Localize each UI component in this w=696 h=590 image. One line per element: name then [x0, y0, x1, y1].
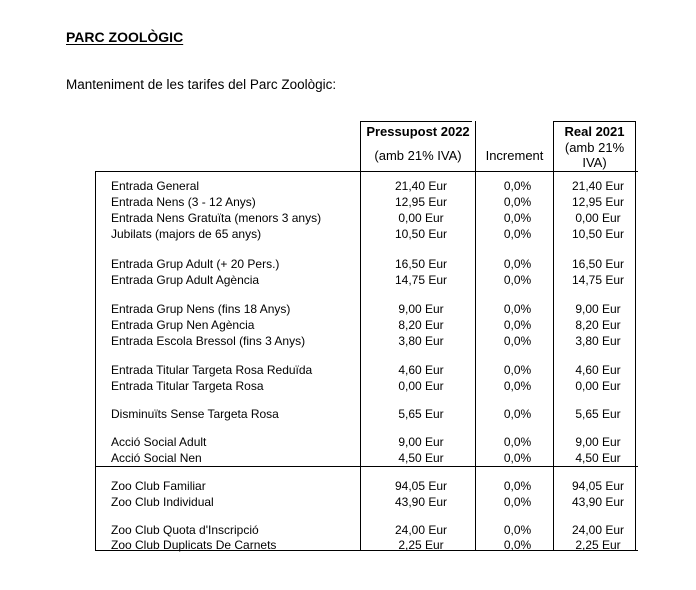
row-budget: 9,00 Eur	[398, 302, 444, 316]
row-increment: 0,0%	[503, 273, 532, 287]
header-budget-line2: (amb 21% IVA)	[374, 148, 462, 163]
header-bottom-rule	[95, 171, 638, 172]
header-increment: Increment	[485, 148, 544, 163]
row-budget: 14,75 Eur	[394, 273, 448, 287]
row-label: Entrada Grup Nens (fins 18 Anys)	[111, 302, 291, 316]
section-rule	[95, 466, 638, 467]
row-budget: 2,25 Eur	[398, 538, 444, 552]
row-budget: 24,00 Eur	[394, 523, 448, 537]
row-increment: 0,0%	[503, 407, 532, 421]
row-increment: 0,0%	[503, 302, 532, 316]
row-budget: 4,50 Eur	[398, 451, 444, 465]
row-increment: 0,0%	[503, 363, 532, 377]
row-label: Acció Social Nen	[111, 451, 202, 465]
row-real: 8,20 Eur	[575, 318, 621, 332]
row-increment: 0,0%	[503, 211, 532, 225]
row-increment: 0,0%	[503, 179, 532, 193]
row-label: Entrada Grup Adult Agència	[111, 273, 260, 287]
row-budget: 16,50 Eur	[394, 257, 448, 271]
row-label: Entrada Nens Gratuïta (menors 3 anys)	[111, 211, 322, 225]
row-increment: 0,0%	[503, 195, 532, 209]
tariff-table	[95, 121, 638, 551]
row-real: 94,05 Eur	[571, 479, 625, 493]
row-budget: 9,00 Eur	[398, 435, 444, 449]
row-label: Entrada General	[111, 179, 200, 193]
header-real-line2: (amb 21%	[564, 140, 625, 155]
row-budget: 3,80 Eur	[398, 334, 444, 348]
row-label: Jubilats (majors de 65 anys)	[111, 227, 262, 241]
row-increment: 0,0%	[503, 257, 532, 271]
row-increment: 0,0%	[503, 495, 532, 509]
row-increment: 0,0%	[503, 318, 532, 332]
row-increment: 0,0%	[503, 479, 532, 493]
row-label: Zoo Club Familiar	[111, 479, 206, 493]
row-real: 3,80 Eur	[575, 334, 621, 348]
row-label: Zoo Club Quota d'Inscripció	[111, 523, 259, 537]
row-increment: 0,0%	[503, 451, 532, 465]
row-real: 24,00 Eur	[571, 523, 625, 537]
row-increment: 0,0%	[503, 379, 532, 393]
row-real: 5,65 Eur	[575, 407, 621, 421]
row-real: 0,00 Eur	[575, 379, 621, 393]
row-increment: 0,0%	[503, 523, 532, 537]
row-label: Zoo Club Duplicats De Carnets	[111, 538, 277, 552]
row-real: 10,50 Eur	[571, 227, 625, 241]
header-budget-line1: Pressupost 2022	[366, 124, 470, 139]
row-label: Entrada Titular Targeta Rosa	[111, 379, 264, 393]
row-increment: 0,0%	[503, 538, 532, 552]
row-label: Acció Social Adult	[111, 435, 207, 449]
row-real: 12,95 Eur	[571, 195, 625, 209]
row-label: Entrada Grup Nen Agència	[111, 318, 255, 332]
row-real: 16,50 Eur	[571, 257, 625, 271]
intro-text: Manteniment de les tarifes del Parc Zoològic:	[66, 77, 337, 92]
row-budget: 43,90 Eur	[394, 495, 448, 509]
row-real: 9,00 Eur	[575, 302, 621, 316]
row-budget: 94,05 Eur	[394, 479, 448, 493]
row-budget: 21,40 Eur	[394, 179, 448, 193]
row-label: Entrada Grup Adult (+ 20 Pers.)	[111, 257, 280, 271]
row-increment: 0,0%	[503, 227, 532, 241]
row-budget: 0,00 Eur	[398, 379, 444, 393]
header-top-rule-real	[553, 121, 635, 122]
row-budget: 5,65 Eur	[398, 407, 444, 421]
row-label: Entrada Escola Bressol (fins 3 Anys)	[111, 334, 306, 348]
header-real-line1: Real 2021	[564, 124, 625, 139]
row-real: 43,90 Eur	[571, 495, 625, 509]
page-title: PARC ZOOLÒGIC	[66, 29, 184, 45]
row-real: 4,50 Eur	[575, 451, 621, 465]
row-label: Disminuïts Sense Targeta Rosa	[111, 407, 279, 421]
header-top-rule	[360, 121, 472, 122]
left-border	[95, 171, 96, 551]
row-real: 4,60 Eur	[575, 363, 621, 377]
row-budget: 4,60 Eur	[398, 363, 444, 377]
row-real: 0,00 Eur	[575, 211, 621, 225]
row-increment: 0,0%	[503, 334, 532, 348]
row-budget: 10,50 Eur	[394, 227, 448, 241]
col-divider-1	[360, 121, 361, 551]
header-real-line3: IVA)	[582, 155, 607, 170]
row-budget: 0,00 Eur	[398, 211, 444, 225]
row-budget: 8,20 Eur	[398, 318, 444, 332]
row-label: Entrada Titular Targeta Rosa Reduïda	[111, 363, 313, 377]
row-real: 2,25 Eur	[575, 538, 621, 552]
row-budget: 12,95 Eur	[394, 195, 448, 209]
row-increment: 0,0%	[503, 435, 532, 449]
row-real: 9,00 Eur	[575, 435, 621, 449]
row-label: Entrada Nens (3 - 12 Anys)	[111, 195, 256, 209]
row-real: 21,40 Eur	[571, 179, 625, 193]
row-real: 14,75 Eur	[571, 273, 625, 287]
row-label: Zoo Club Individual	[111, 495, 214, 509]
